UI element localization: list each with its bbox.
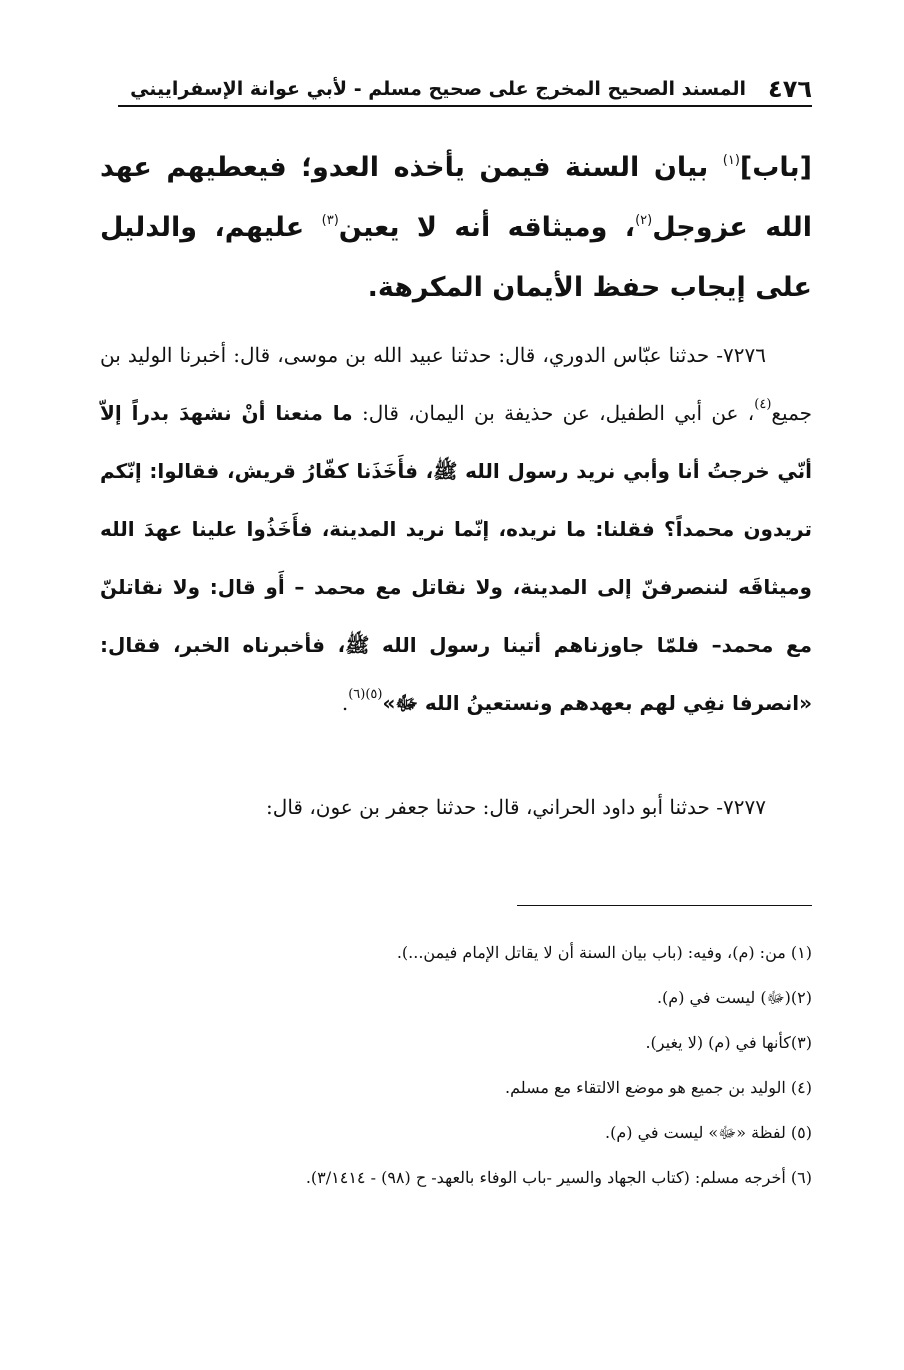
running-title: المسند الصحيح المخرج على صحيح مسلم - لأبي عوانة الإسفراييني: [130, 78, 747, 100]
footnote-separator: [517, 905, 812, 906]
footnote-3: (٣)كأنها في (م) (لا يغير).: [645, 1033, 812, 1052]
hadith-7276-isnad-continued: ، عن أبي الطفيل، عن حذيفة بن اليمان، قال:: [352, 401, 755, 425]
footnote-ref-1: (١): [722, 153, 740, 168]
running-header: [118, 66, 812, 104]
chapter-title-part-1: بيان السنة فيمن يأخذه العدو؛ فيعطيهم عهد الله عزوجل: [100, 152, 812, 243]
chapter-heading: [100, 138, 812, 318]
footnote-4: (٤) الوليد بن جميع هو موضع الالتقاء مع مسلم.: [505, 1078, 812, 1097]
footnote-ref-4: (٤): [754, 397, 772, 412]
footnote-1: (١) من: (م)، وفيه: (باب بيان السنة أن لا يقاتل الإمام فيمن...).: [396, 943, 812, 962]
footnote-ref-2: (٢): [635, 213, 653, 228]
hadith-7276-end: .: [341, 691, 349, 715]
footnote-ref-3: (٣): [321, 213, 339, 228]
footnote-5: (٥) لفظة «ﷻ» ليست في (م).: [605, 1123, 812, 1142]
footnotes-list: [100, 930, 812, 1200]
chapter-bab-label: [باب]: [739, 152, 812, 183]
hadith-7276-matn: ما منعنا أنْ نشهدَ بدراً إلاّ أنّي خرجتُ أنا وأبي نريد رسول الله ﷺ، فأَخَذَنا كفّارُ قريش، فقالوا: إنّكم تريدون محمداً؟ فقلنا: ما نريده، إنّما نريد المدينة، فأَخَذُوا علينا عهدَ الله وميثاقَه لننصرفنّ إلى المدينة، ولا نقاتل مع محمد – أَو قال: ولا نقاتلنّ مع محمد– فلمّا جاوزناهم أتينا رسول الله ﷺ، فأخبرناه الخبر، فقال: «انصرفا نفِي لهم بعهدهم ونستعينُ الله ﷻ»: [100, 401, 812, 715]
footnote-2: (٢)(ﷻ) ليست في (م).: [656, 988, 812, 1007]
header-rule: [118, 105, 812, 107]
chapter-title-part-2: ، وميثاقه أنه لا يعين: [338, 212, 636, 243]
hadith-7277: [100, 778, 812, 836]
footnote-ref-5-6: (٥)(٦): [348, 687, 383, 702]
hadith-7277-text: ٧٢٧٧- حدثنا أبو داود الحراني، قال: حدثنا جعفر بن عون، قال:: [266, 795, 766, 819]
hadith-7276-isnad: ٧٢٧٦- حدثنا عبّاس الدوري، قال: حدثنا عبيد الله بن موسى، قال: أخبرنا الوليد بن جميع: [100, 343, 812, 425]
hadith-7276: [100, 326, 812, 732]
footnote-6: (٦) أخرجه مسلم: (كتاب الجهاد والسير -باب الوفاء بالعهد- ح (٩٨) - ٣/١٤١٤).: [305, 1168, 812, 1187]
chapter-title-part-3: عليهم، والدليل على إيجاب حفظ الأيمان المكرهة.: [100, 212, 812, 303]
page-number: ٤٧٦: [768, 75, 812, 103]
